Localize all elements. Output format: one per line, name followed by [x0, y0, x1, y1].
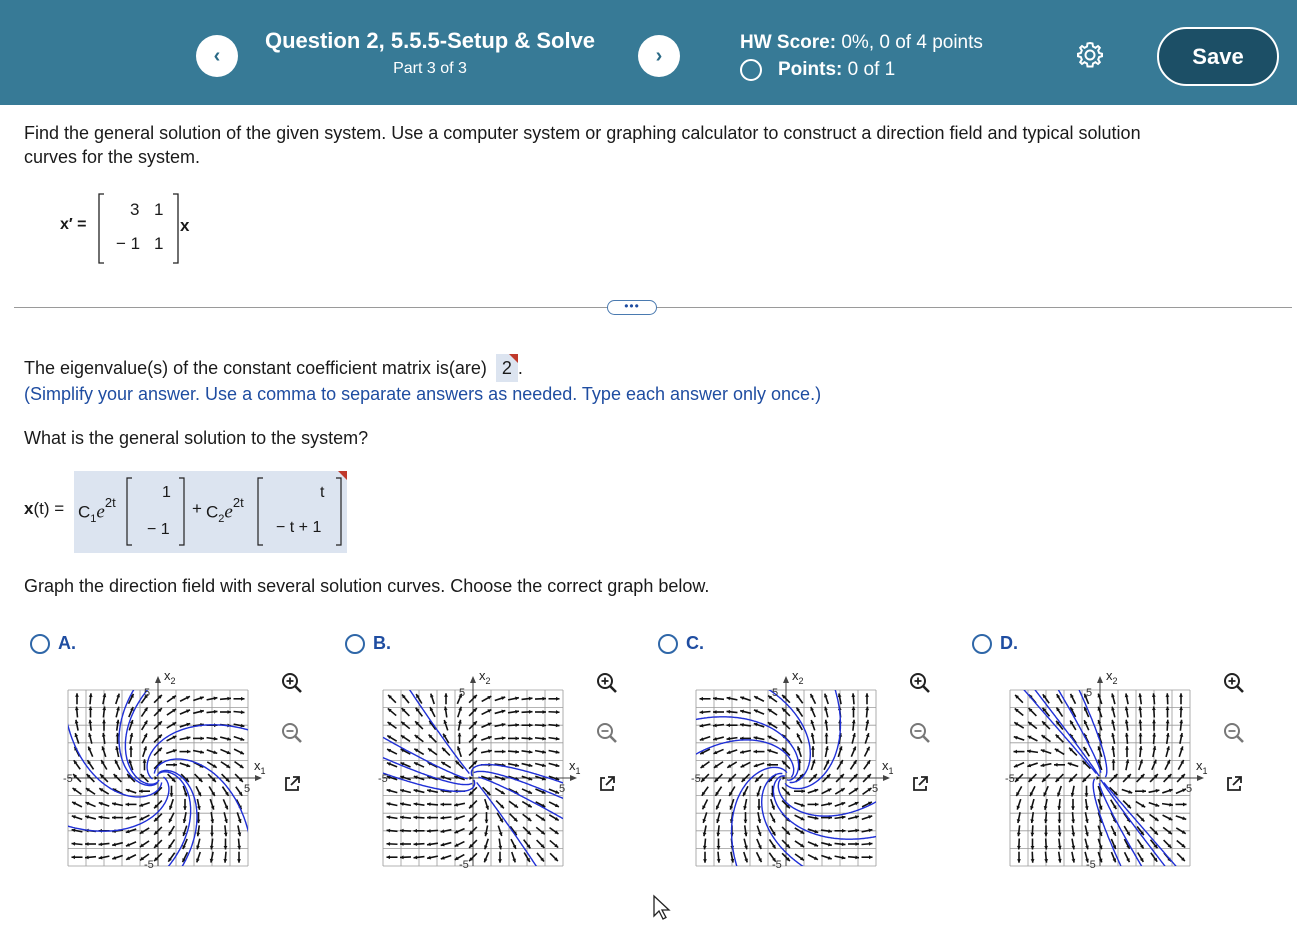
- external-link-icon[interactable]: [275, 767, 309, 801]
- instruction-line-2: curves for the system.: [24, 147, 201, 167]
- mouse-cursor-icon: [652, 894, 674, 922]
- term-2-coefficient: $C_2e^{2t}$: [206, 495, 244, 526]
- instruction-line-1: Find the general solution of the given system. Use a computer system or graphing calculator to construct a direction field and typical solution: [24, 123, 1141, 143]
- x-axis-label: $x_1$: [1196, 758, 1208, 776]
- answer-flag-icon: [509, 354, 518, 363]
- general-solution-prompt: What is the general solution to the system?: [24, 428, 369, 448]
- svg-text:-5: -5: [691, 773, 701, 785]
- option-b[interactable]: B.: [345, 633, 391, 654]
- option-radio[interactable]: [972, 634, 992, 654]
- svg-text:-5: -5: [378, 773, 388, 785]
- zoom-out-icon[interactable]: [903, 716, 937, 750]
- option-a[interactable]: A.: [30, 633, 76, 654]
- hw-score: HW Score: 0%, 0 of 4 points: [740, 32, 983, 53]
- show-more-button[interactable]: •••: [607, 300, 657, 315]
- top-bar: [0, 0, 1297, 105]
- eigen-prompt: The eigenvalue(s) of the constant coefficient matrix is(are) 2 .: [24, 354, 523, 382]
- vector-2-brackets: [255, 476, 350, 548]
- option-d[interactable]: D.: [972, 633, 1018, 654]
- svg-text:-5: -5: [1086, 859, 1096, 871]
- direction-field-graph-d[interactable]: [1005, 662, 1215, 877]
- svg-text:-5: -5: [772, 859, 782, 871]
- svg-text:-5: -5: [144, 859, 154, 871]
- svg-text:5: 5: [872, 783, 879, 795]
- svg-text:-5: -5: [1005, 773, 1015, 785]
- matrix-a21: − 1: [116, 234, 141, 253]
- zoom-out-icon[interactable]: [1217, 716, 1251, 750]
- matrix-lhs: x′ =: [60, 216, 87, 233]
- chevron-right-icon: ›: [655, 44, 663, 67]
- x-axis-label: $x_1$: [569, 758, 581, 776]
- zoom-out-icon[interactable]: [275, 716, 309, 750]
- vector-2-top: t: [320, 484, 325, 501]
- system-matrix: [58, 192, 208, 267]
- zoom-out-icon[interactable]: [590, 716, 624, 750]
- vector-1-top: 1: [162, 484, 171, 501]
- svg-text:-5: -5: [63, 773, 73, 785]
- svg-text:5: 5: [559, 783, 566, 795]
- next-question-button[interactable]: [638, 35, 680, 77]
- graph-prompt: Graph the direction field with several solution curves. Choose the correct graph below.: [24, 576, 710, 596]
- gear-icon[interactable]: [1075, 40, 1105, 70]
- option-radio[interactable]: [345, 634, 365, 654]
- direction-field-graph-b[interactable]: [378, 662, 588, 877]
- general-solution-lhs: x(t) =: [24, 499, 65, 518]
- save-button[interactable]: Save: [1157, 27, 1279, 86]
- matrix-a12: 1: [154, 200, 164, 219]
- question-part: Part 3 of 3: [393, 60, 467, 77]
- x-axis-label: $x_1$: [882, 758, 894, 776]
- option-radio[interactable]: [658, 634, 678, 654]
- y-axis-label: $x_2$: [1106, 668, 1118, 686]
- eigenvalue-answer-box[interactable]: 2: [496, 354, 518, 382]
- zoom-in-icon[interactable]: [590, 666, 624, 700]
- vector-1-bottom: − 1: [147, 521, 170, 538]
- x-axis-label: $x_1$: [254, 758, 266, 776]
- y-axis-label: $x_2$: [164, 668, 176, 686]
- svg-text:5: 5: [244, 783, 251, 795]
- svg-text:5: 5: [772, 687, 779, 699]
- vector-2-bottom: − t + 1: [276, 519, 322, 536]
- question-title: Question 2, 5.5.5-Setup & Solve: [264, 28, 596, 53]
- svg-text:5: 5: [459, 687, 466, 699]
- matrix-a11: 3: [130, 200, 140, 219]
- points: Points: 0 of 1: [740, 59, 895, 81]
- direction-field-graph-a[interactable]: [63, 662, 273, 877]
- zoom-in-icon[interactable]: [275, 666, 309, 700]
- chevron-left-icon: ‹: [213, 44, 221, 67]
- zoom-in-icon[interactable]: [1217, 666, 1251, 700]
- svg-text:5: 5: [144, 687, 151, 699]
- y-axis-label: $x_2$: [479, 668, 491, 686]
- matrix-a22: 1: [154, 234, 164, 253]
- option-c[interactable]: C.: [658, 633, 704, 654]
- y-axis-label: $x_2$: [792, 668, 804, 686]
- points-status-icon: [740, 59, 762, 81]
- svg-text:5: 5: [1186, 783, 1193, 795]
- option-radio[interactable]: [30, 634, 50, 654]
- eigen-hint: (Simplify your answer. Use a comma to separate answers as needed. Type each answer only once.): [24, 384, 822, 404]
- svg-text:-5: -5: [459, 859, 469, 871]
- plus-sign: +: [192, 499, 202, 518]
- previous-question-button[interactable]: [196, 35, 238, 77]
- svg-text:5: 5: [1086, 687, 1093, 699]
- matrix-rhs-var: x: [180, 216, 190, 235]
- matrix-brackets: [98, 192, 238, 267]
- zoom-in-icon[interactable]: [903, 666, 937, 700]
- external-link-icon[interactable]: [590, 767, 624, 801]
- direction-field-graph-c[interactable]: [691, 662, 901, 877]
- external-link-icon[interactable]: [903, 767, 937, 801]
- term-1-coefficient: $C_1e^{2t}$: [78, 495, 116, 526]
- external-link-icon[interactable]: [1217, 767, 1251, 801]
